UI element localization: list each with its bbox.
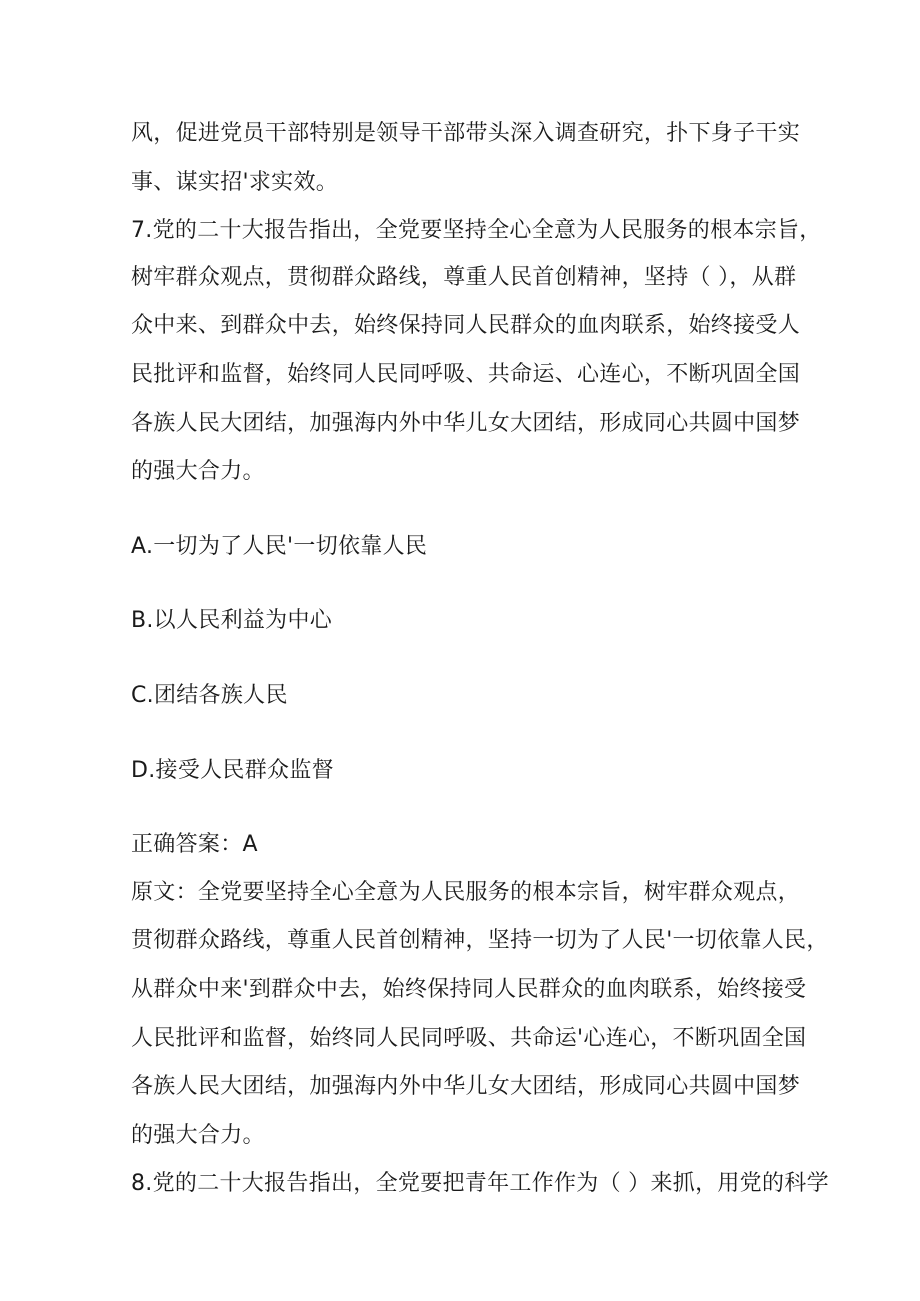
question7-option-a: A.一切为了人民'一切依靠人民 xyxy=(131,534,428,559)
question7-source-line-5: 各族人民大团结，加强海内外中华儿女大团结，形成同心共圆中国梦 xyxy=(131,1074,801,1099)
question7-source-line-2: 贯彻群众路线，尊重人民首创精神，坚持一切为了人民'一切依靠人民， xyxy=(131,928,829,953)
continuation-line-1: 风，促进党员干部特别是领导干部带头深入调查研究，扑下身子干实 xyxy=(131,121,801,146)
question7-source-line-6: 的强大合力。 xyxy=(131,1123,265,1148)
question7-option-b: B.以人民利益为中心 xyxy=(131,608,333,633)
question7-answer: 正确答案：A xyxy=(131,832,258,857)
question8-stem-line-1: 8.党的二十大报告指出，全党要把青年工作作为（ ）来抓，用党的科学 xyxy=(131,1171,829,1196)
question7-option-d: D.接受人民群众监督 xyxy=(131,758,334,783)
question7-stem-line-1: 7.党的二十大报告指出，全党要坚持全心全意为人民服务的根本宗旨， xyxy=(131,218,822,243)
continuation-line-2: 事、谋实招'求实效。 xyxy=(131,170,339,195)
question7-stem-line-4: 民批评和监督，始终同人民同呼吸、共命运、心连心，不断巩固全国 xyxy=(131,362,801,387)
question7-stem-line-6: 的强大合力。 xyxy=(131,459,265,484)
question7-stem-line-2: 树牢群众观点，贯彻群众路线，尊重人民首创精神，坚持（ ），从群 xyxy=(131,265,797,290)
question7-source-line-4: 人民批评和监督，始终同人民同呼吸、共命运'心连心，不断巩固全国 xyxy=(131,1026,807,1051)
question7-stem-line-3: 众中来、到群众中去，始终保持同人民群众的血肉联系，始终接受人 xyxy=(131,313,801,338)
question7-option-c: C.团结各族人民 xyxy=(131,683,288,708)
question7-stem-line-5: 各族人民大团结，加强海内外中华儿女大团结，形成同心共圆中国梦 xyxy=(131,411,801,436)
question7-source-line-1: 原文：全党要坚持全心全意为人民服务的根本宗旨，树牢群众观点， xyxy=(131,880,801,905)
question7-source-line-3: 从群众中来'到群众中去，始终保持同人民群众的血肉联系，始终接受 xyxy=(131,977,807,1002)
